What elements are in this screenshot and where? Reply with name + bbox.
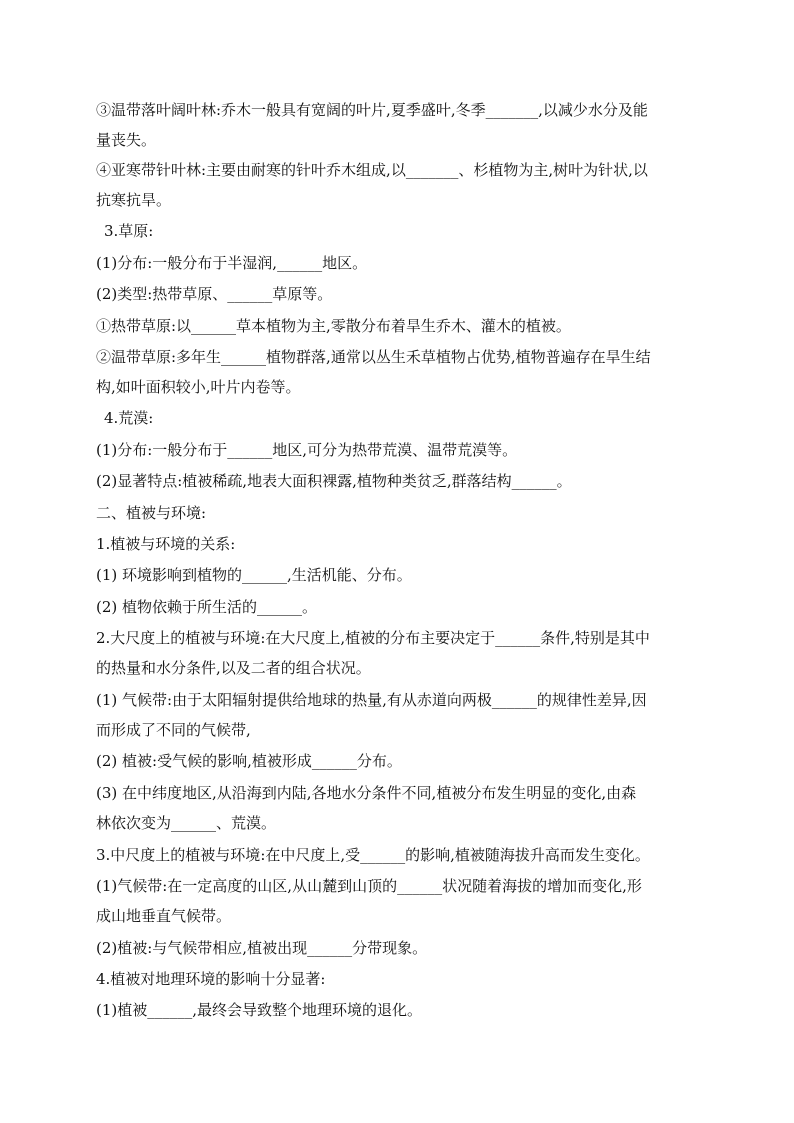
subsection-heading: 1.植被与环境的关系: bbox=[96, 535, 236, 553]
subsection-heading: 2.大尺度上的植被与环境:在大尺度上,植被的分布主要决定于______条件,特别是其中 bbox=[96, 629, 650, 647]
text-line: 构,如叶面积较小,叶片内卷等。 bbox=[96, 378, 301, 396]
subsection-heading: 3.中尺度上的植被与环境:在中尺度上,受______的影响,植被随海拔升高而发生变化。 bbox=[96, 846, 650, 864]
text-line: ①热带草原:以______草本植物为主,零散分布着旱生乔木、灌木的植被。 bbox=[96, 317, 571, 335]
text-line: 成山地垂直气候带。 bbox=[96, 907, 232, 925]
subsection-heading: 4.植被对地理环境的影响十分显著: bbox=[96, 970, 326, 988]
text-line: 的热量和水分条件,以及二者的组合状况。 bbox=[96, 659, 371, 677]
text-line: (1) 气候带:由于太阳辐射提供给地球的热量,有从赤道向两极______的规律性差异,因 bbox=[96, 691, 647, 709]
section-heading: 二、植被与环境: bbox=[96, 504, 207, 522]
text-line: (3) 在中纬度地区,从沿海到内陆,各地水分条件不同,植被分布发生明显的变化,由森 bbox=[96, 784, 637, 802]
section-heading: 3.草原: bbox=[104, 222, 154, 240]
section-heading: 4.荒漠: bbox=[104, 409, 154, 427]
text-line: 林依次变为______、荒漠。 bbox=[96, 814, 277, 832]
text-line: (1)气候带:在一定高度的山区,从山麓到山顶的______状况随着海拔的增加而变化,形 bbox=[96, 877, 642, 895]
text-line: (2) 植被:受气候的影响,植被形成______分布。 bbox=[96, 752, 402, 770]
text-line: (2)植被:与气候带相应,植被出现______分带现象。 bbox=[96, 939, 428, 957]
text-line: ③温带落叶阔叶林:乔木一般具有宽阔的叶片,夏季盛叶,冬季_______,以减少水分及能 bbox=[96, 101, 648, 119]
text-line: (2) 植物依赖于所生活的______。 bbox=[96, 598, 318, 616]
text-line: (2)类型:热带草原、______草原等。 bbox=[96, 285, 333, 303]
text-line: (1)分布:一般分布于半湿润,______地区。 bbox=[96, 254, 368, 272]
text-line: (1)分布:一般分布于______地区,可分为热带荒漠、温带荒漠等。 bbox=[96, 441, 518, 459]
text-line: 抗寒抗旱。 bbox=[96, 191, 172, 209]
text-line: (2)显著特点:植被稀疏,地表大面积裸露,植物种类贫乏,群落结构______。 bbox=[96, 472, 572, 490]
text-line: ②温带草原:多年生______植物群落,通常以丛生禾草植物占优势,植物普遍存在旱生结 bbox=[96, 348, 651, 366]
text-line: 而形成了不同的气候带, bbox=[96, 721, 251, 739]
text-line: (1) 环境影响到植物的______,生活机能、分布。 bbox=[96, 566, 412, 584]
text-line: 量丧失。 bbox=[96, 131, 157, 149]
text-line: ④亚寒带针叶林:主要由耐寒的针叶乔木组成,以_______、杉植物为主,树叶为针状,以 bbox=[96, 161, 648, 179]
text-line: (1)植被______,最终会导致整个地理环境的退化。 bbox=[96, 1001, 423, 1019]
